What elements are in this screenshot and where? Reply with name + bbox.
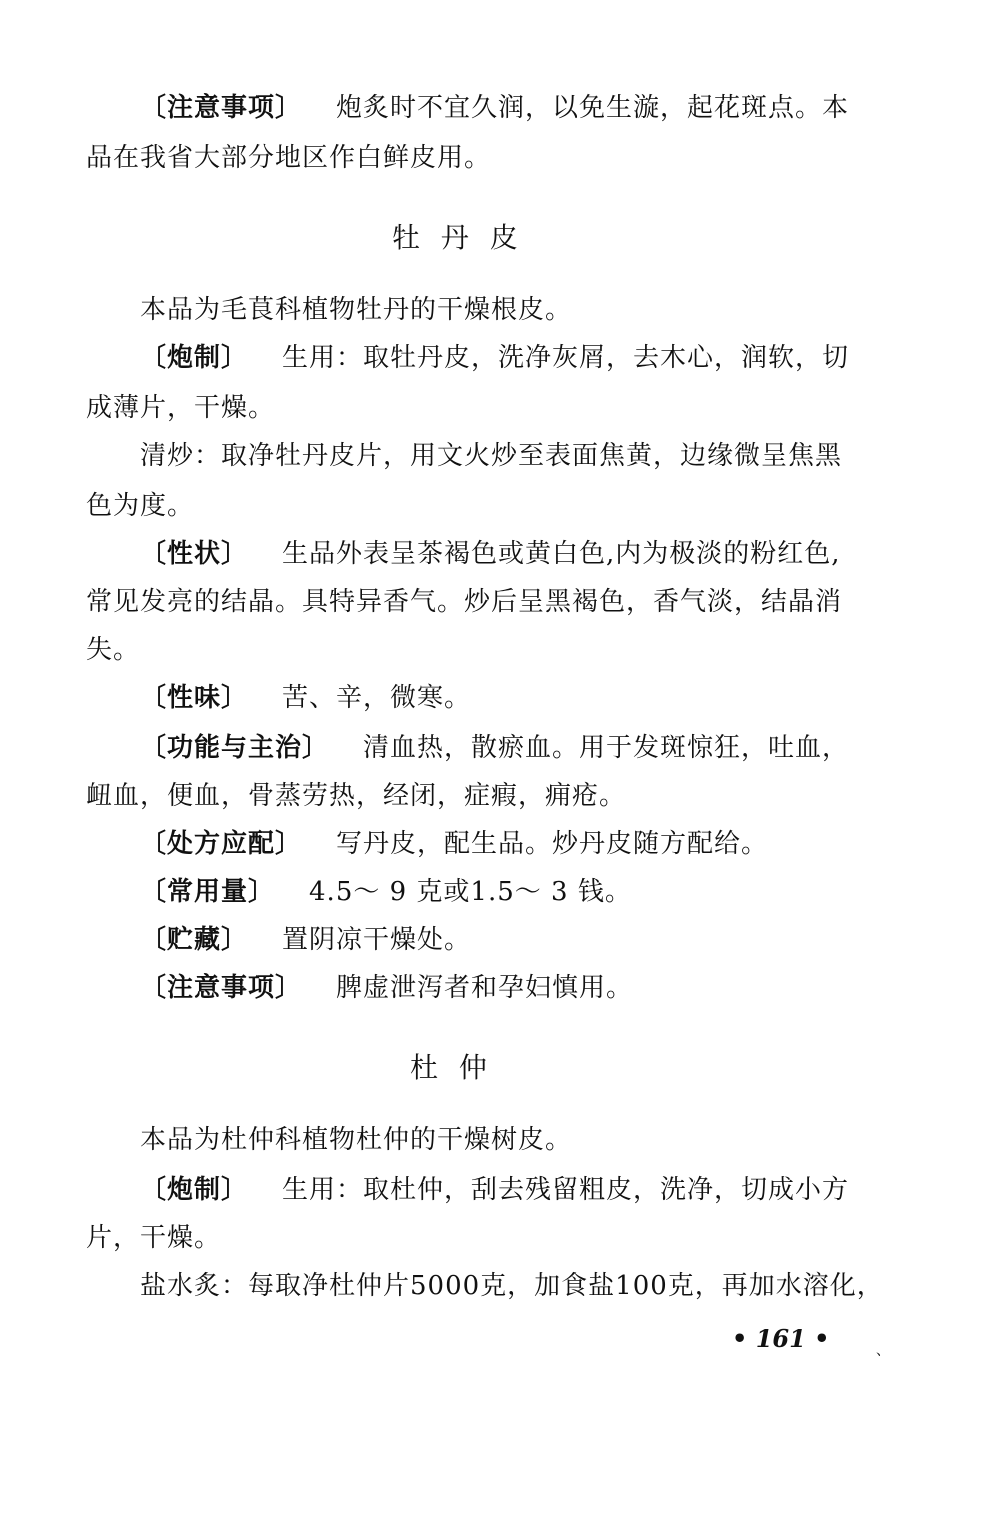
xingwei-text: 苦、辛，微寒。 [282, 683, 472, 713]
mudanpi-paozhi-line-1 [140, 340, 849, 376]
mudanpi-zhuyi-line [140, 970, 633, 1006]
duzhong-paozhi-text-1: 生用：取杜仲，刮去残留粗皮，洗净，切成小方 [282, 1175, 850, 1205]
chufang-text: 写丹皮，配生品。炒丹皮随方配给。 [336, 829, 769, 859]
mudanpi-xingzhuang-line-1 [140, 536, 841, 572]
paozhi-tag: 〔炮制〕 [140, 343, 249, 373]
gongneng-text-1: 清血热，散瘀血。用于发斑惊狂，吐血， [363, 733, 850, 763]
mudanpi-xingzhuang-line-2: 常见发亮的结晶。具特异香气。炒后呈黑褐色，香气淡，结晶消 [86, 587, 843, 617]
mudanpi-xingwei-line [140, 680, 471, 716]
xingzhuang-text-1: 生品外表呈茶褐色或黄白色,内为极淡的粉红色, [282, 539, 841, 569]
mudanpi-chufang-line [140, 826, 768, 862]
note-line-1 [140, 90, 849, 126]
page-number: • 161 • [732, 1324, 830, 1353]
zhucang-text: 置阴凉干燥处。 [282, 925, 472, 955]
paozhi-text-1: 生用：取牡丹皮，洗净灰屑，去木心，润软，切 [282, 343, 850, 373]
mudanpi-zhucang-line [140, 922, 471, 958]
mudanpi-yongliang-line [140, 874, 632, 910]
duzhong-yanshui-line: 盐水炙：每取净杜仲片5000克，加食盐100克，再加水溶化， [140, 1271, 884, 1301]
zhuyi-text: 脾虚泄泻者和孕妇慎用。 [336, 973, 634, 1003]
mudanpi-gongneng-line-2: 衄血，便血，骨蒸劳热，经闭，症瘕，痈疮。 [86, 781, 627, 811]
mudanpi-intro: 本品为毛茛科植物牡丹的干燥根皮。 [140, 295, 573, 325]
mudanpi-paozhi-line-2: 成薄片，干燥。 [86, 393, 276, 423]
section-title-mudanpi: 牡 丹 皮 [392, 221, 524, 254]
yongliang-tag: 〔常用量〕 [140, 877, 276, 907]
corner-mark: 、 [876, 1343, 890, 1359]
xingwei-tag: 〔性味〕 [140, 683, 249, 713]
section-title-duzhong: 杜 仲 [410, 1051, 493, 1084]
duzhong-paozhi-tag: 〔炮制〕 [140, 1175, 249, 1205]
zhuyi-tag: 〔注意事项〕 [140, 973, 303, 1003]
mudanpi-qingchao-line-1: 清炒：取净牡丹皮片，用文火炒至表面焦黄，边缘微呈焦黑 [140, 441, 843, 471]
chufang-tag: 〔处方应配〕 [140, 829, 303, 859]
gongneng-tag: 〔功能与主治〕 [140, 733, 330, 763]
duzhong-paozhi-line-2: 片，干燥。 [86, 1223, 222, 1253]
duzhong-paozhi-line-1 [140, 1172, 849, 1208]
note-tag: 〔注意事项〕 [140, 93, 303, 123]
zhucang-tag: 〔贮藏〕 [140, 925, 249, 955]
mudanpi-xingzhuang-line-3: 失。 [86, 635, 141, 665]
note-line-2: 品在我省大部分地区作白鲜皮用。 [86, 143, 492, 173]
note-text-1: 炮炙时不宜久润，以免生漩，起花斑点。本 [336, 93, 850, 123]
yongliang-text: 4.5～ 9 克或1.5～ 3 钱。 [309, 877, 632, 907]
xingzhuang-tag: 〔性状〕 [140, 539, 249, 569]
mudanpi-gongneng-line-1 [140, 730, 849, 766]
duzhong-intro: 本品为杜仲科植物杜仲的干燥树皮。 [140, 1125, 573, 1155]
mudanpi-qingchao-line-2: 色为度。 [86, 491, 195, 521]
